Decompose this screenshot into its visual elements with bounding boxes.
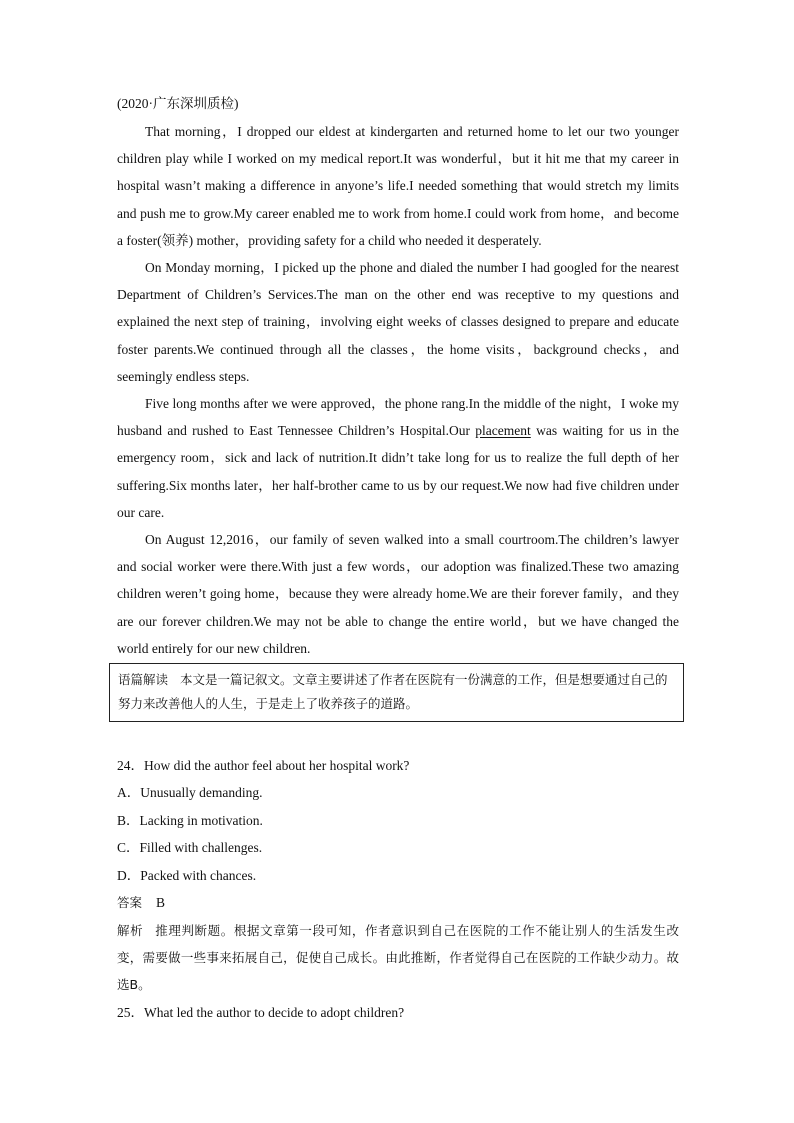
answer-line (117, 889, 679, 916)
question-24 (117, 752, 679, 999)
explanation-label: 解析 (117, 922, 144, 938)
passage-paragraph-3 (117, 390, 679, 526)
underlined-word-placement: placement (475, 423, 531, 439)
question-25-text: What led the author to decide to adopt children? (144, 1004, 405, 1020)
answer-label: 答案 (117, 895, 143, 911)
question-24-text: How did the author feel about her hospital work? (144, 758, 410, 774)
question-25 (117, 999, 679, 1026)
option-a: A．Unusually demanding. (117, 785, 263, 801)
explanation-text: 推理判断题。根据文章第一段可知，作者意识到自己在医院的工作不能让别人的生活发生改变，需要做一些事来拓展自己，促使自己成长。由此推断，作者觉得自己在医院的工作缺少动力。故选B。 (117, 922, 679, 993)
question-25-number: 25． (117, 1004, 144, 1020)
summary-label: 语篇解读 (118, 672, 169, 688)
option-b: B．Lacking in motivation. (117, 812, 263, 828)
question-25-stem (117, 999, 679, 1026)
question-24-number: 24． (117, 758, 144, 774)
passage-paragraph-1: That morning，I dropped our eldest at kindergarten and returned home to let our two younger children play while I worked on my medical report.It was wonderful，but it hit me that my career in hospital wasn’t making a difference in anyone’s life.I needed something that would stretch my limits and push me to grow.My career enabled me to work from home.I could work from home，and become a foster(领养) mother，providing safety for a child who needed it desperately. (117, 124, 679, 248)
summary-box (109, 663, 684, 722)
summary-text: 本文是一篇记叙文。文章主要讲述了作者在医院有一份满意的工作，但是想要通过自己的努力来改善他人的人生，于是走上了收养孩子的道路。 (118, 672, 668, 712)
answer-value: B (156, 895, 166, 911)
document-content (117, 92, 679, 1026)
option-d: D．Packed with chances. (117, 867, 257, 883)
passage-paragraph-2: On Monday morning，I picked up the phone and dialed the number I had googled for the nearest Department of Children’s Services.The man on the other end was receptive to my questions and explained the next step of training，involving eight weeks of classes designed to prepare and educate foster parents.We continued through all the classes，the home visits，background checks，and seemingly endless steps. (117, 260, 679, 384)
source-note: (2020·广东深圳质检) (117, 96, 239, 111)
passage-paragraph-4: On August 12,2016，our family of seven walked into a small courtroom.The children’s lawyer and social worker were there.With just a few words，our adoption was finalized.These two amazing children weren’t going home，because they were already home.We are their forever family，and they are our forever children.We may not be able to change the entire world，but we have changed the world entirely for our new children. (117, 532, 679, 656)
paragraph-3-text-end: was waiting for us in the emergency room，sick and lack of nutrition.It didn’t take long for us to realize the full depth of her suffering.Six months later，her half-brother came to us by our request.We now had five children under our care. (117, 423, 680, 520)
option-c: C．Filled with challenges. (117, 840, 263, 856)
explanation (117, 917, 679, 999)
paragraph-3-text-start: Five long months after we were approved，the phone rang.In the middle of the night，I woke my husband and rushed to East Tennessee Children’s Hospital.Our (117, 396, 679, 439)
question-24-stem (117, 752, 679, 779)
